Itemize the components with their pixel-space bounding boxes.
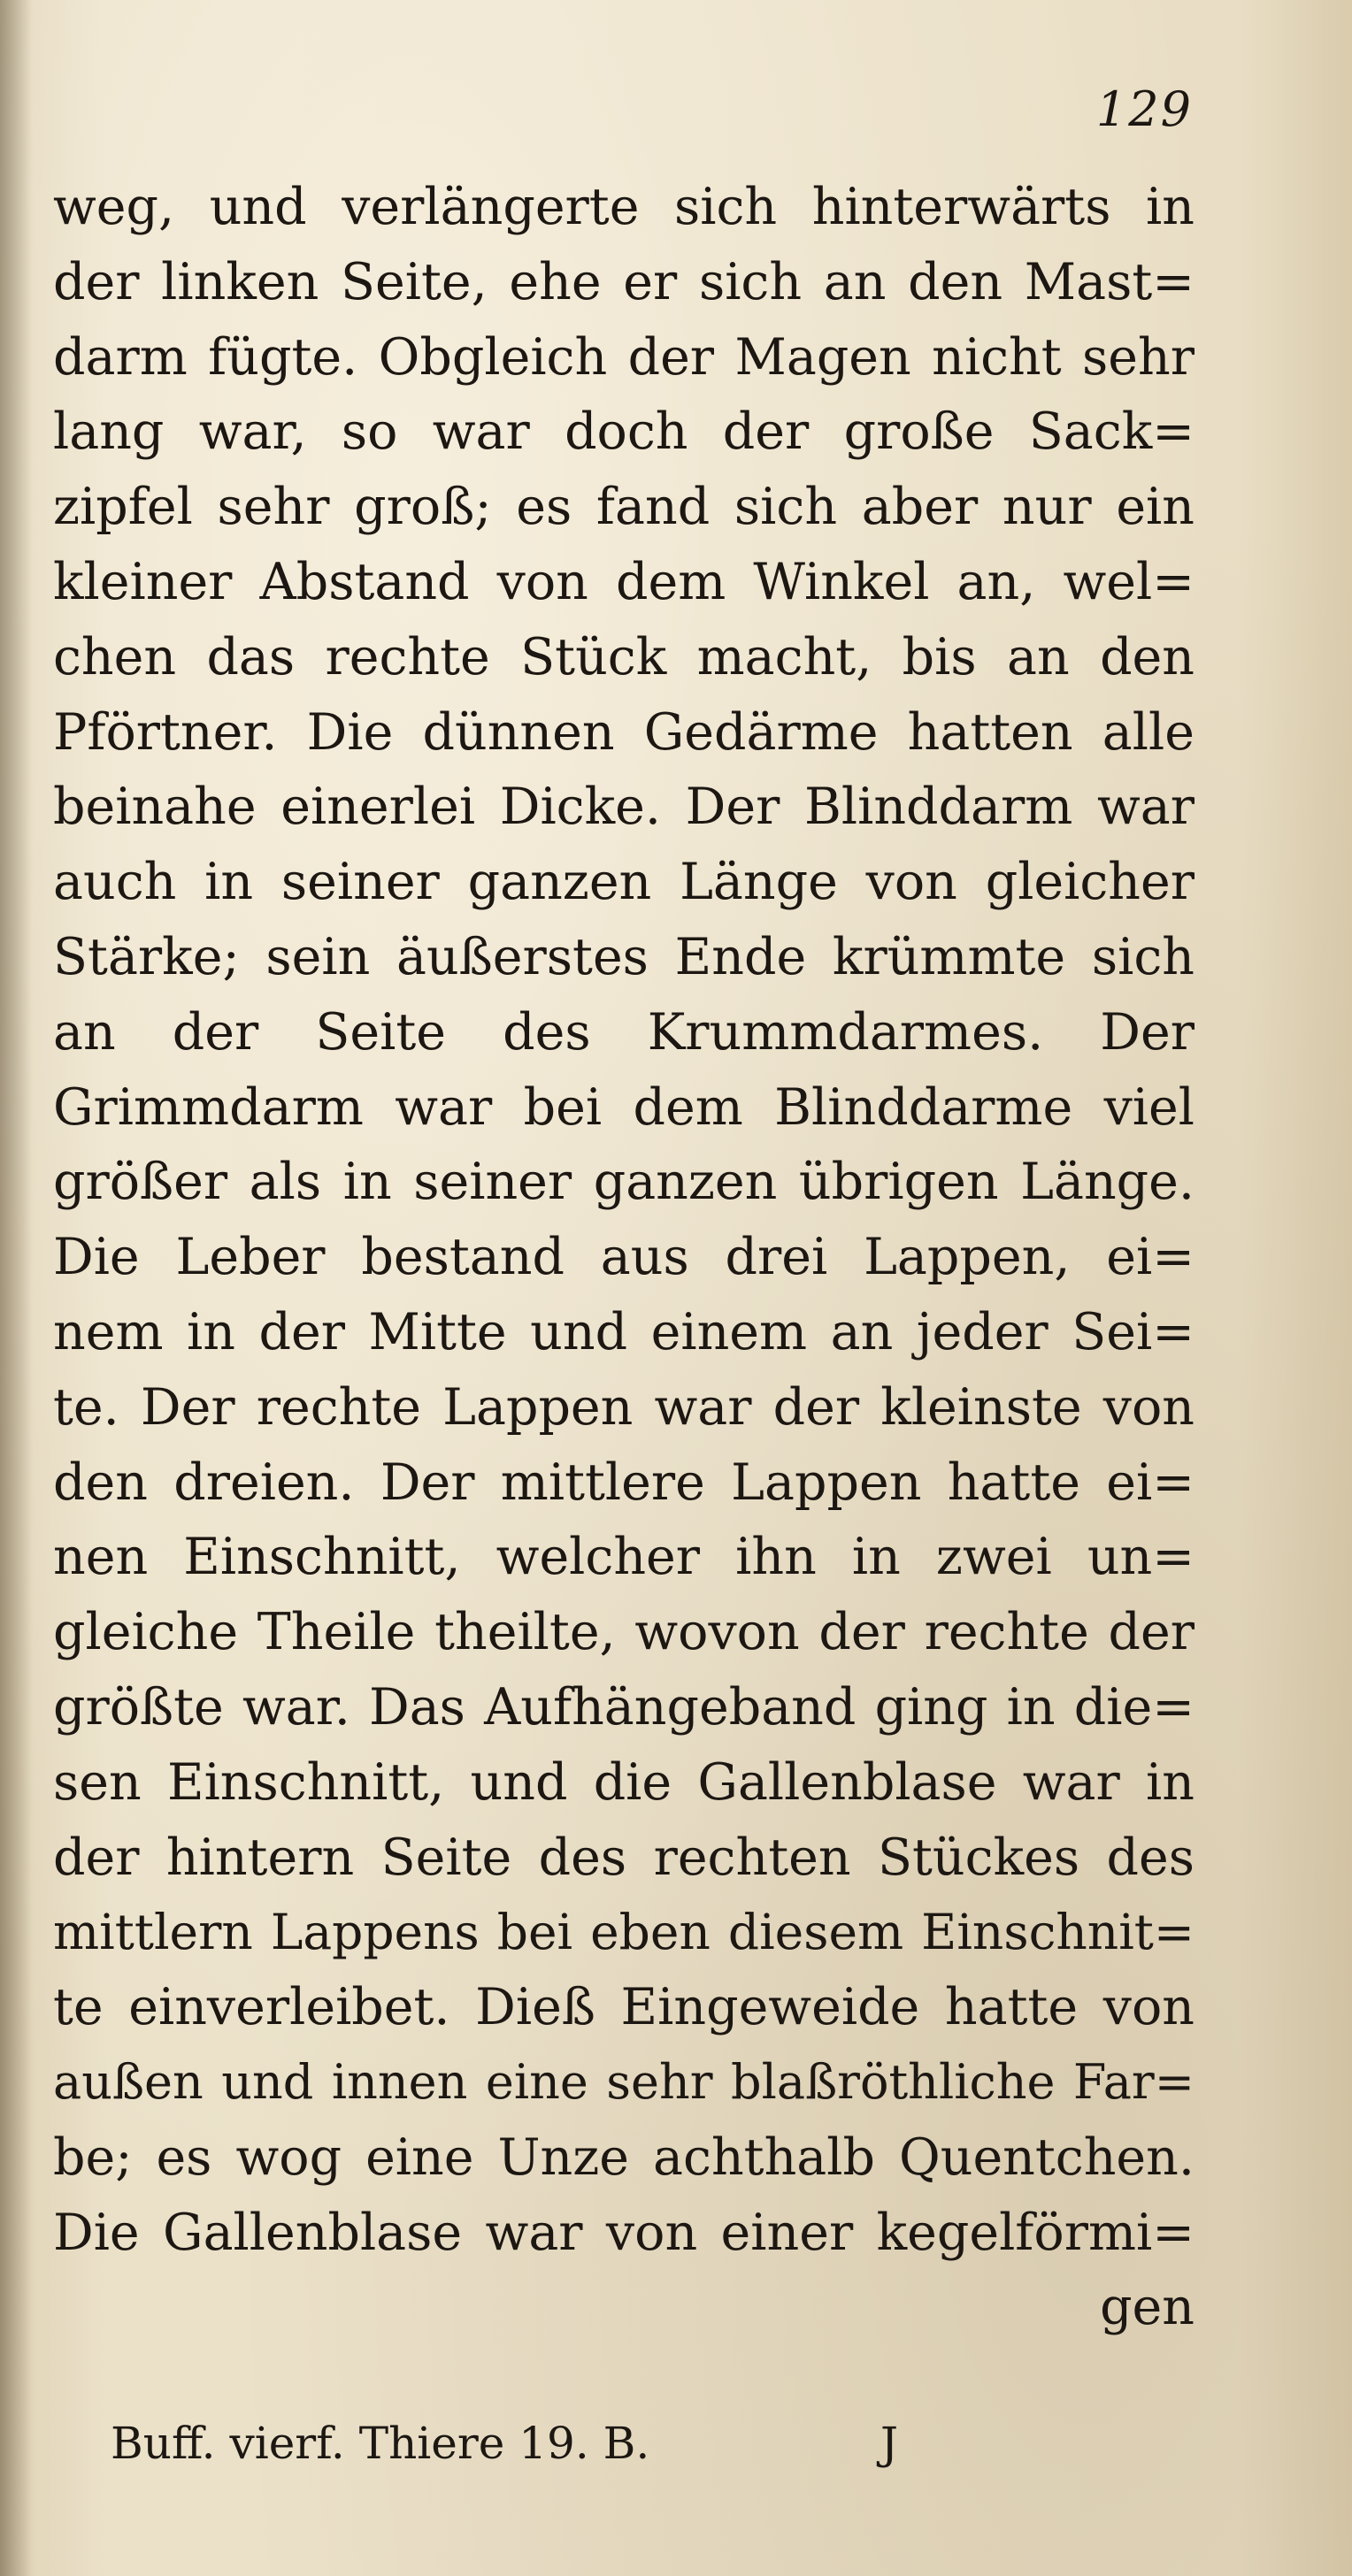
text-line: chen das rechte Stück macht, bis an den (53, 627, 1195, 686)
text-line: nem in der Mitte und einem an jeder Sei= (53, 1302, 1195, 1361)
text-line: sen Einschnitt, und die Gallenblase war in (53, 1752, 1195, 1812)
sheet-mark: J (880, 2418, 899, 2469)
text-line: te einverleibet. Dieß Eingeweide hatte von (53, 1978, 1195, 2037)
text-line: größte war. Das Aufhängeband ging in die= (53, 1677, 1195, 1736)
text-line: nen Einschnitt, welcher ihn in zwei un= (53, 1528, 1195, 1587)
text-line: Grimmdarm war bei dem Blinddarme viel (53, 1077, 1195, 1137)
text-line: außen und innen eine sehr blaßröthliche Far= (53, 2053, 1195, 2110)
body-text (53, 170, 1195, 2345)
text-line: zipfel sehr groß; es fand sich aber nur ein (53, 478, 1195, 537)
text-line: größer als in seiner ganzen übrigen Länge. (53, 1153, 1195, 1212)
text-line: Die Gallenblase war von einer kegelförmi= (53, 2203, 1195, 2262)
text-line: gleiche Theile theilte, wovon der rechte der (53, 1603, 1195, 1662)
text-line: mittlern Lappens bei eben diesem Einschnit= (53, 1904, 1195, 1961)
text-line: der hintern Seite des rechten Stückes des (53, 1828, 1195, 1887)
text-line: an der Seite des Krummdarmes. Der (53, 1002, 1195, 1062)
text-line: beinahe einerlei Dicke. Der Blinddarm war (53, 778, 1195, 837)
text-line: Pförtner. Die dünnen Gedärme hatten alle (53, 702, 1195, 762)
page-footer (111, 2408, 995, 2479)
text-line: be; es wog eine Unze achthalb Quentchen. (53, 2128, 1195, 2187)
text-line: te. Der rechte Lappen war der kleinste von (53, 1377, 1195, 1437)
text-line: Stärke; sein äußerstes Ende krümmte sich (53, 927, 1195, 986)
text-line: Die Leber bestand aus drei Lappen, ei= (53, 1228, 1195, 1287)
text-line: weg, und verlängerte sich hinterwärts in (53, 178, 1195, 236)
text-line: kleiner Abstand von dem Winkel an, wel= (53, 552, 1195, 611)
text-line: auch in seiner ganzen Länge von gleicher (53, 853, 1195, 912)
catchword: gen (1100, 2278, 1195, 2337)
text-line: der linken Seite, ehe er sich an den Mast= (53, 252, 1195, 311)
text-line: darm fügte. Obgleich der Magen nicht sehr (53, 327, 1195, 387)
gutter-shadow (0, 0, 32, 2576)
text-line: den dreien. Der mittlere Lappen hatte ei= (53, 1453, 1195, 1512)
footer-signature: Buff. vierf. Thiere 19. B. (111, 2418, 650, 2469)
text-line: lang war, so war doch der große Sack= (53, 402, 1195, 462)
page-number: 129 (1095, 81, 1193, 137)
